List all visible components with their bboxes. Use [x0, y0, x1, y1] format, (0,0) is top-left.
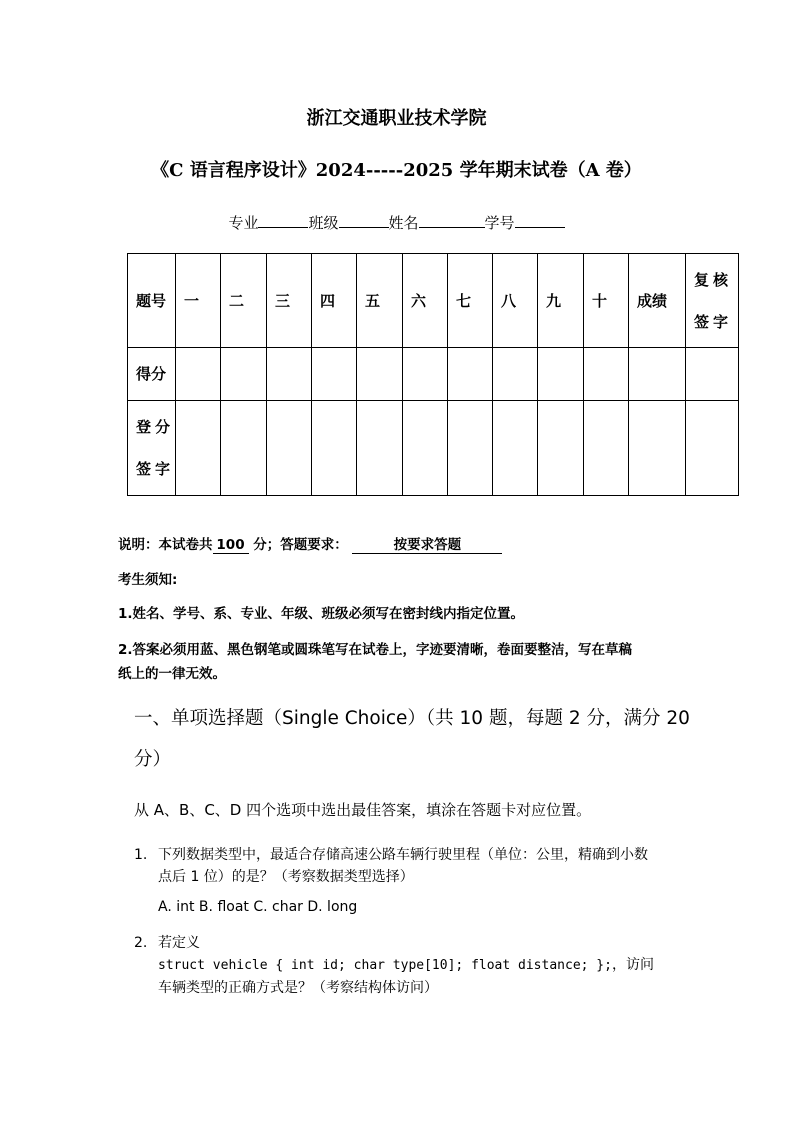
question-1-options: A. int B. float C. char D. long: [158, 899, 358, 915]
code-snippet: struct vehicle { int id; char type[10]; float distance; };: [158, 958, 612, 973]
question-2: [134, 932, 678, 999]
major-label: 专业: [228, 214, 259, 232]
question-text-line-2: [158, 954, 678, 977]
question-text-tail: ，访问: [611, 957, 654, 973]
signature-cell[interactable]: [403, 401, 448, 496]
section-heading: [134, 698, 694, 780]
score-cell[interactable]: [312, 348, 357, 401]
signature-cell[interactable]: [686, 401, 739, 496]
signature-row: [128, 401, 739, 496]
section-heading-line-2: 分）: [134, 749, 172, 770]
exam-title: 《C 语言程序设计》2024-----2025 学年期末试卷（A 卷）: [151, 160, 642, 181]
section-instructions: 从 A、B、C、D 四个选项中选出最佳答案，填涂在答题卡对应位置。: [134, 801, 592, 819]
score-cell[interactable]: [176, 348, 221, 401]
row-header-signature: 登分签字: [128, 401, 176, 496]
exam-instructions: [118, 533, 502, 554]
score-row: [128, 348, 739, 401]
score-cell[interactable]: [493, 348, 538, 401]
notice-item-2-line-2: 纸上的一律无效。: [118, 666, 226, 682]
question-number: 1.: [134, 847, 148, 863]
section-heading-line-1: 一、单项选择题（Single Choice）（共 10 题，每题 2 分，满分 20: [134, 708, 690, 729]
signature-cell[interactable]: [448, 401, 493, 496]
instructions-prefix: 说明：本试卷共: [118, 537, 213, 553]
name-label: 姓名: [388, 214, 419, 232]
notice-item-2-line-1: 2.答案必须用蓝、黑色钢笔或圆珠笔写在试卷上，字迹要清晰，卷面要整洁，写在草稿: [118, 642, 633, 658]
major-field[interactable]: [258, 211, 308, 228]
total-score-value: 100: [213, 537, 249, 554]
column-header: 八: [493, 254, 538, 348]
column-header: 一: [176, 254, 221, 348]
column-header-review-signature: 复核签字: [686, 254, 739, 348]
column-header: 十: [584, 254, 629, 348]
column-header-total: 成绩: [629, 254, 686, 348]
score-cell[interactable]: [538, 348, 584, 401]
notice-item-1: 1.姓名、学号、系、专业、年级、班级必须写在密封线内指定位置。: [118, 606, 525, 622]
question-text-line-1: 下列数据类型中，最适合存储高速公路车辆行驶里程（单位：公里，精确到小数: [158, 847, 648, 863]
total-score-cell[interactable]: [629, 348, 686, 401]
question-text-line-1: 若定义: [158, 935, 200, 951]
row-header-question-number: 题号: [128, 254, 176, 348]
column-header: 七: [448, 254, 493, 348]
question-number-row: [128, 254, 739, 348]
score-cell[interactable]: [267, 348, 312, 401]
question-1: [134, 844, 678, 888]
instructions-requirement-label: 分；答题要求：: [253, 537, 348, 553]
signature-cell[interactable]: [493, 401, 538, 496]
student-id-label: 学号: [484, 214, 515, 232]
signature-cell[interactable]: [584, 401, 629, 496]
signature-cell[interactable]: [312, 401, 357, 496]
signature-cell[interactable]: [357, 401, 403, 496]
column-header: 二: [221, 254, 267, 348]
requirement-value: 按要求答题: [352, 533, 502, 554]
question-text-line-3: 车辆类型的正确方式是？（考察结构体访问）: [158, 980, 438, 996]
signature-cell[interactable]: [629, 401, 686, 496]
class-label: 班级: [308, 214, 339, 232]
row-header-score: 得分: [128, 348, 176, 401]
score-cell[interactable]: [584, 348, 629, 401]
class-field[interactable]: [339, 211, 389, 228]
school-name: 浙江交通职业技术学院: [306, 108, 487, 129]
notice-heading: 考生须知:: [118, 572, 178, 588]
score-cell[interactable]: [221, 348, 267, 401]
score-cell[interactable]: [357, 348, 403, 401]
student-id-field[interactable]: [515, 211, 565, 228]
question-number: 2.: [134, 935, 148, 951]
name-field[interactable]: [419, 211, 485, 228]
column-header: 六: [403, 254, 448, 348]
column-header: 九: [538, 254, 584, 348]
score-table: [127, 253, 739, 496]
question-text-line-2: 点后 1 位）的是？（考察数据类型选择）: [158, 869, 414, 885]
score-cell[interactable]: [403, 348, 448, 401]
column-header: 四: [312, 254, 357, 348]
signature-cell[interactable]: [221, 401, 267, 496]
score-cell[interactable]: [448, 348, 493, 401]
student-info-line: [0, 211, 793, 233]
review-signature-cell[interactable]: [686, 348, 739, 401]
column-header: 三: [267, 254, 312, 348]
column-header: 五: [357, 254, 403, 348]
signature-cell[interactable]: [267, 401, 312, 496]
signature-cell[interactable]: [538, 401, 584, 496]
signature-cell[interactable]: [176, 401, 221, 496]
